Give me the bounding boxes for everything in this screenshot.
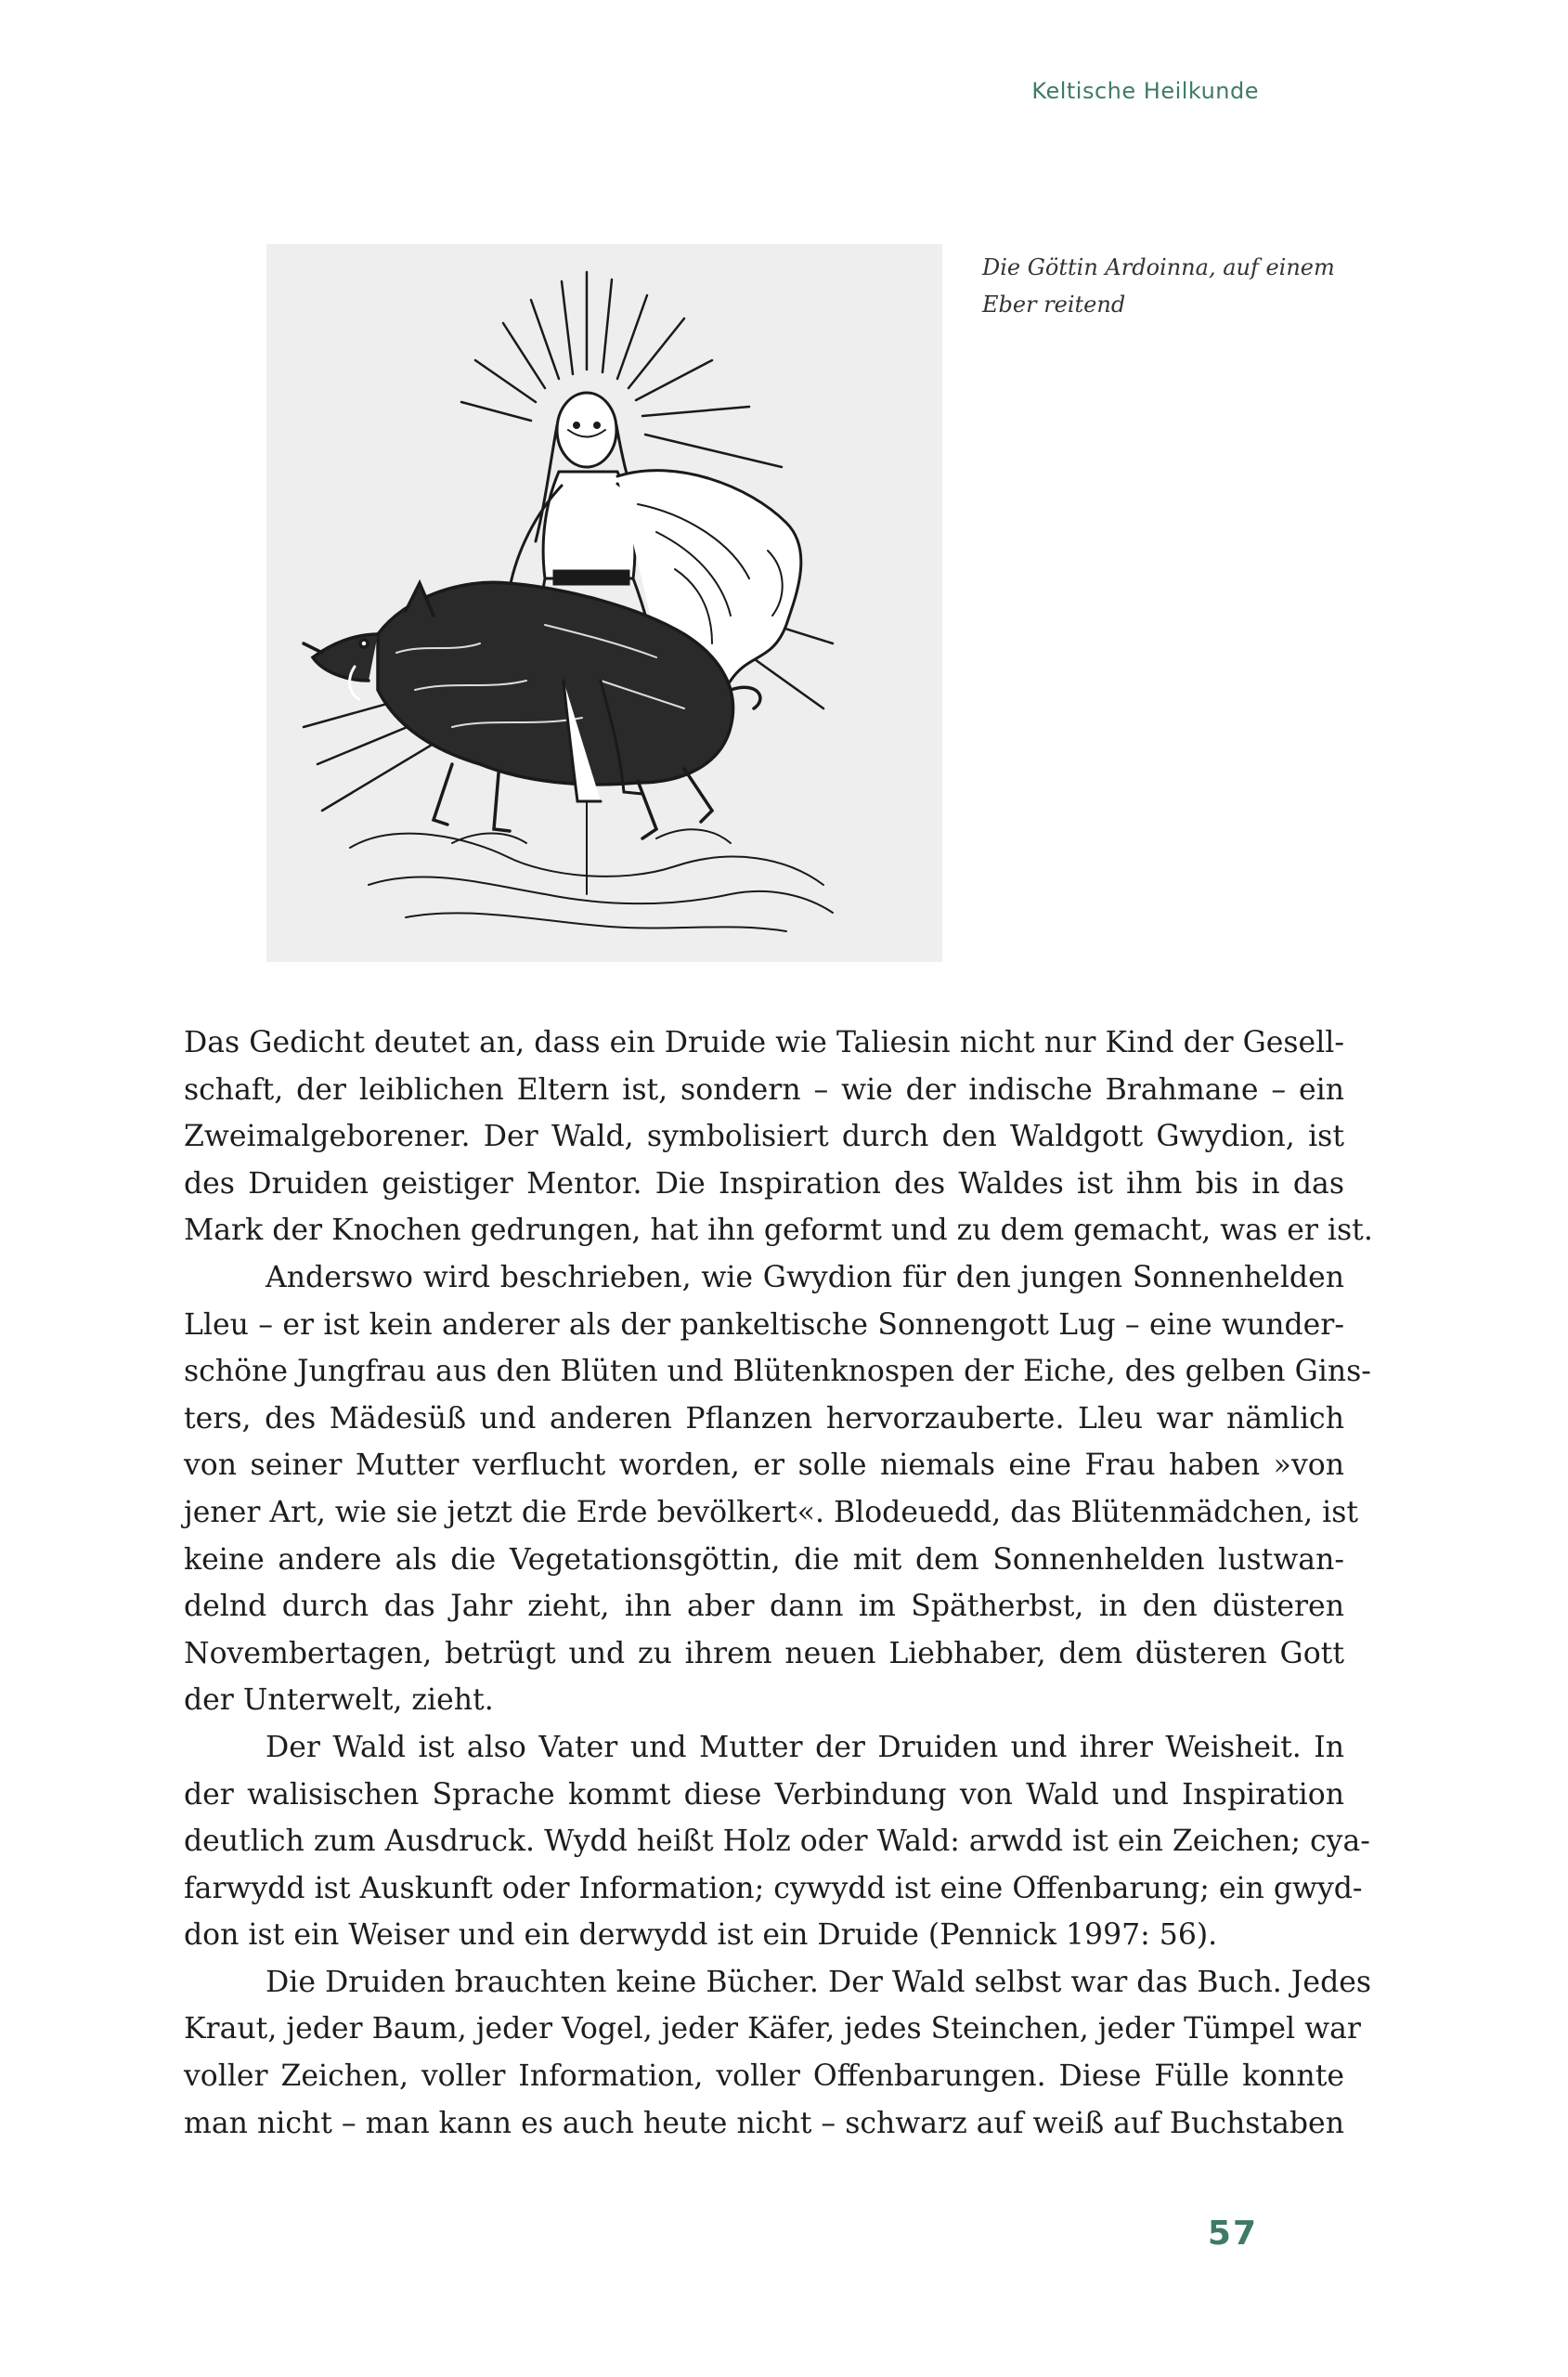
text-line: deutlich zum Ausdruck. Wydd heißt Holz oder Wald: arwdd ist ein Zeichen; cya-	[184, 1825, 1370, 1859]
text-line: Anderswo wird beschrieben, wie Gwydion für den jungen Sonnenhelden	[266, 1260, 1344, 1294]
text-line: Lleu – er ist kein anderer als der pankeltische Sonnengott Lug – eine wunder-	[184, 1307, 1344, 1342]
text-line: der walisischen Sprache kommt diese Verbindung von Wald und Inspiration	[184, 1777, 1344, 1812]
text-line: Novembertagen, betrügt und zu ihrem neuen Liebhaber, dem düsteren Gott	[184, 1636, 1344, 1670]
text-line: schöne Jungfrau aus den Blüten und Blütenknospen der Eiche, des gelben Gins-	[184, 1355, 1371, 1389]
running-header: Keltische Heilkunde	[1031, 78, 1259, 104]
text-line: delnd durch das Jahr zieht, ihn aber dann im Spätherbst, in den düsteren	[184, 1590, 1344, 1624]
text-line: keine andere als die Vegetationsgöttin, die mit dem Sonnenhelden lustwan-	[184, 1542, 1344, 1577]
goddess-boar-engraving	[266, 244, 942, 962]
body-text	[184, 1020, 1373, 2147]
page-number: 57	[1207, 2215, 1258, 2253]
text-line: Kraut, jeder Baum, jeder Vogel, jeder Käfer, jedes Steinchen, jeder Tümpel war	[184, 2012, 1361, 2046]
text-line: der Unterwelt, zieht.	[184, 1683, 494, 1718]
text-line: Der Wald ist also Vater und Mutter der Druiden und ihrer Weisheit. In	[266, 1730, 1344, 1764]
text-line: Zweimalgeborener. Der Wald, symbolisiert durch den Waldgott Gwydion, ist	[184, 1120, 1344, 1154]
text-line: von seiner Mutter verflucht worden, er solle niemals eine Frau haben »von	[184, 1448, 1344, 1483]
caption-line: Eber reitend	[982, 292, 1126, 318]
text-line: jener Art, wie sie jetzt die Erde bevölkert«. Blodeuedd, das Blütenmädchen, ist	[184, 1495, 1359, 1529]
text-line: Mark der Knochen gedrungen, hat ihn geformt und zu dem gemacht, was er ist.	[184, 1214, 1373, 1248]
illustration-goddess-on-boar	[266, 244, 942, 962]
caption-line: Die Göttin Ardoinna, auf einem	[982, 254, 1335, 280]
text-line: don ist ein Weiser und ein derwydd ist ein Druide (Pennick 1997: 56).	[184, 1918, 1218, 1953]
text-line: ters, des Mädesüß und anderen Pflanzen hervorzauberte. Lleu war nämlich	[184, 1401, 1344, 1435]
text-line: farwydd ist Auskunft oder Information; cywydd ist eine Offenbarung; ein gwyd-	[184, 1871, 1363, 1905]
text-line: man nicht – man kann es auch heute nicht – schwarz auf weiß auf Buchstaben	[184, 2106, 1344, 2140]
figure-caption	[982, 249, 1335, 323]
text-line: Die Druiden brauchten keine Bücher. Der Wald selbst war das Buch. Jedes	[266, 1965, 1372, 1999]
text-line: voller Zeichen, voller Information, voller Offenbarungen. Diese Fülle konnte	[184, 2059, 1344, 2094]
text-line: schaft, der leiblichen Eltern ist, sondern – wie der indische Brahmane – ein	[184, 1072, 1344, 1107]
cloud-swirls	[350, 829, 833, 931]
text-line: Das Gedicht deutet an, dass ein Druide wie Taliesin nicht nur Kind der Gesell-	[184, 1026, 1344, 1059]
text-line: des Druiden geistiger Mentor. Die Inspiration des Waldes ist ihm bis in das	[184, 1166, 1344, 1201]
